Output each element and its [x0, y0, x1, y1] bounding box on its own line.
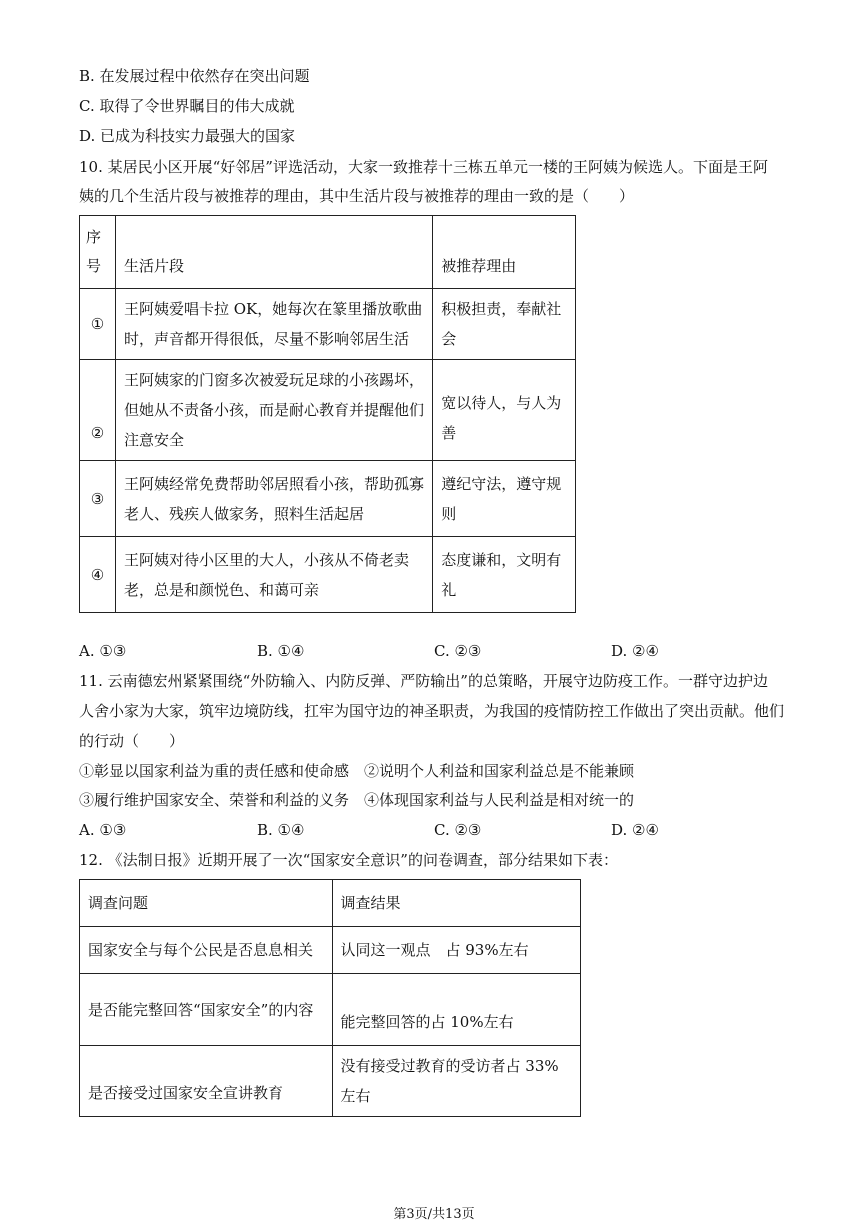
- q10-option-a: A. ①③: [79, 642, 127, 660]
- q10-row-1-fragment: 王阿姨爱唱卡拉 OK，她每次在篆里播放歌曲时，声音都开得很低，尽量不影响邻居生活: [115, 289, 432, 360]
- q10-option-b: B. ①④: [257, 642, 305, 660]
- q10-option-d: D. ②④: [611, 642, 659, 660]
- q9-option-b: B. 在发展过程中依然存在突出问题: [79, 67, 310, 85]
- q11-option-b: B. ①④: [257, 821, 305, 839]
- q10-row-1-reason: 积极担责，奉献社会: [433, 289, 576, 360]
- q10-stem-line-2: 姨的几个生活片段与被推荐的理由，其中生活片段与被推荐的理由一致的是（ ）: [79, 187, 635, 205]
- q12-table-row: [80, 1046, 581, 1117]
- q10-table-row: [80, 289, 576, 360]
- q11-stem-line-2: 人舍小家为大家，筑牢边境防线，扛牢为国守边的神圣职责，为我国的疫情防控工作做出了突出贡献。他们: [79, 702, 785, 720]
- q10-header-reason: 被推荐理由: [433, 216, 576, 289]
- q9-option-c: C. 取得了令世界瞩目的伟大成就: [79, 97, 295, 115]
- q10-table-row: [80, 360, 576, 461]
- q10-row-2-reason: 宽以待人，与人为善: [433, 360, 576, 461]
- q12-table-row: [80, 927, 581, 974]
- q12-header-question: 调查问题: [80, 880, 333, 927]
- q12-table-row: [80, 974, 581, 1046]
- q10-row-4-fragment: 王阿姨对待小区里的大人，小孩从不倚老卖老，总是和颜悦色、和蔼可亲: [115, 537, 432, 613]
- q10-row-2-fragment: 王阿姨家的门窗多次被爱玩足球的小孩踢坏，但她从不责备小孩，而是耐心教育并提醒他们注意安全: [115, 360, 432, 461]
- q11-choices-line-1: ①彰显以国家利益为重的责任感和使命感 ②说明个人利益和国家利益总是不能兼顾: [79, 762, 635, 780]
- q10-row-4-reason: 态度谦和，文明有礼: [433, 537, 576, 613]
- q11-stem-line-3: 的行动（ ）: [79, 732, 185, 750]
- q9-option-d: D. 已成为科技实力最强大的国家: [79, 127, 296, 145]
- q10-row-3-no: ③: [80, 461, 116, 537]
- q11-choices-line-2: ③履行维护国家安全、荣誉和利益的义务 ④体现国家利益与人民利益是相对统一的: [79, 791, 635, 809]
- q12-row-2-result: 能完整回答的占 10%左右: [332, 974, 581, 1046]
- q10-row-2-no: ②: [80, 360, 116, 461]
- q12-row-3-result: 没有接受过教育的受访者占 33%左右: [332, 1046, 581, 1117]
- q12-table-header: [80, 880, 581, 927]
- q12-row-1-result: 认同这一观点 占 93%左右: [332, 927, 581, 974]
- q11-options: [79, 820, 679, 840]
- q10-row-4-no: ④: [80, 537, 116, 613]
- q10-table-row: [80, 461, 576, 537]
- q12-row-3-question: 是否接受过国家安全宣讲教育: [80, 1046, 333, 1117]
- q12-header-result: 调查结果: [332, 880, 581, 927]
- q10-header-fragment: 生活片段: [115, 216, 432, 289]
- q11-stem-line-1: 11. 云南德宏州紧紧围绕“外防输入、内防反弹、严防输出”的总策略，开展守边防疫工作。一群守边护边: [79, 672, 768, 690]
- q10-table-header: [80, 216, 576, 289]
- q10-row-1-no: ①: [80, 289, 116, 360]
- q11-option-d: D. ②④: [611, 821, 659, 839]
- q11-option-c: C. ②③: [434, 821, 482, 839]
- q11-option-a: A. ①③: [79, 821, 127, 839]
- q10-stem-line-1: 10. 某居民小区开展“好邻居”评选活动，大家一致推荐十三栋五单元一楼的王阿姨为候选人。下面是王阿: [79, 158, 768, 176]
- q10-row-3-fragment: 王阿姨经常免费帮助邻居照看小孩，帮助孤寡老人、残疾人做家务，照料生活起居: [115, 461, 432, 537]
- q10-row-3-reason: 遵纪守法，遵守规则: [433, 461, 576, 537]
- q10-option-c: C. ②③: [434, 642, 482, 660]
- q12-stem-line-1: 12. 《法制日报》近期开展了一次“国家安全意识”的问卷调查，部分结果如下表：: [79, 851, 618, 869]
- q10-options: [79, 641, 679, 661]
- q12-row-2-question: 是否能完整回答“国家安全”的内容: [80, 974, 333, 1046]
- q10-header-no: 序号: [80, 216, 116, 289]
- q10-table: [79, 215, 576, 613]
- page-number: 第3页/共13页: [393, 1207, 475, 1222]
- q10-table-row: [80, 537, 576, 613]
- q12-table: [79, 879, 581, 1117]
- q12-row-1-question: 国家安全与每个公民是否息息相关: [80, 927, 333, 974]
